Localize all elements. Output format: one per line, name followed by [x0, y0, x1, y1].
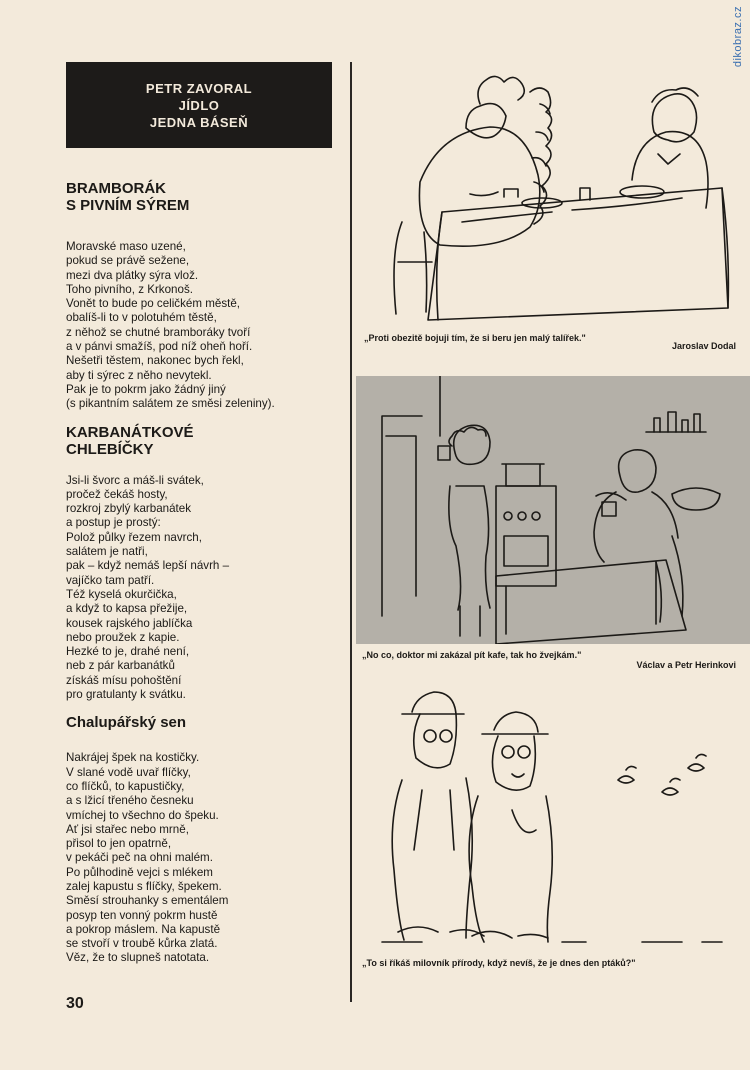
section-bramborak [66, 180, 346, 412]
watermark: dikobraz.cz [732, 6, 744, 68]
cartoon-dining-illustration [362, 62, 740, 324]
page-number: 30 [66, 995, 84, 1012]
author-herinkovi: Václav a Petr Herinkovi [636, 660, 736, 670]
header-subtitle: JEDNA BÁSEŇ [149, 114, 249, 130]
caption-birds: „To si říkáš milovník přírody, když nevíš, že je dnes den ptáků?" [362, 958, 636, 968]
section-title: BRAMBORÁK S PIVNÍM SÝREM [66, 180, 190, 214]
author-name: PETR ZAVORAL [145, 80, 253, 96]
column-divider [350, 62, 352, 1002]
poems-column [66, 180, 346, 966]
poem-text: Nakrájej špek na kostičky. V slané vodě uvař flíčky, co flíčků, to kapustičky, a s lžicí třeného česneku vmíchej to všechno do špeku. Ať jsi stařec nebo mrně, přisol to jen opatrně, v pekáči peč na ohni malém. Po půlhodině vejci s mlékem zalej kapustu s flíčky, špekem. Směsí strouhanky s ementálem posyp ten vonný pokrm hustě a pokrop máslem. Na kapustě se stvoří v troubě kůrka zlatá. Věz, že to slupneš natotata. [66, 751, 229, 965]
header-box [66, 62, 332, 148]
poem-text: Moravské maso uzené, pokud se právě sežene, mezi dva plátky sýra vlož. Toho pivního, z Krkonoš. Vonět to bude po celičkém městě, obalíš-li to v polotuhém těstě, z něhož se chutné bramboráky tvoří a v pánvi smažíš, pod níž oheň hoří. Nešetři těstem, nakonec bych řekl, aby ti sýrec z něho nevytekl. Pak je to pokrm jako žádný jiný (s pikantním salátem ze směsi zeleniny). [66, 240, 275, 411]
section-chalupar [66, 714, 346, 965]
section-title: KARBANÁTKOVÉ CHLEBÍČKY [66, 423, 194, 458]
section-karbanatkove [66, 424, 346, 703]
cartoon-birds-illustration [362, 680, 750, 950]
section-title: Chalupářský sen [66, 714, 187, 732]
header-topic: JÍDLO [178, 97, 220, 113]
poem-text: Jsi-li švorc a máš-li svátek, pročež čekáš hosty, rozkroj zbylý karbanátek a postup je prostý: Polož půlky řezem navrch, salátem je natři, pak – když nemáš lepší návrh – vajíčko tam patří. Též kyselá okurčička, a když to kapsa přežije, kousek rajského jablíčka nebo proužek z kapie. Hezké to je, drahé není, neb z pár karbanátků získáš mísu pohoštění pro gratulanty k svátku. [66, 473, 230, 702]
caption-kitchen: „No co, doktor mi zakázal pít kafe, tak ho žvejkám." [362, 650, 582, 660]
cartoon-kitchen-illustration [356, 376, 750, 644]
author-dodal: Jaroslav Dodal [671, 341, 736, 351]
caption-dining: „Proti obezitě bojuji tím, že si beru jen malý talířek." [364, 333, 586, 343]
